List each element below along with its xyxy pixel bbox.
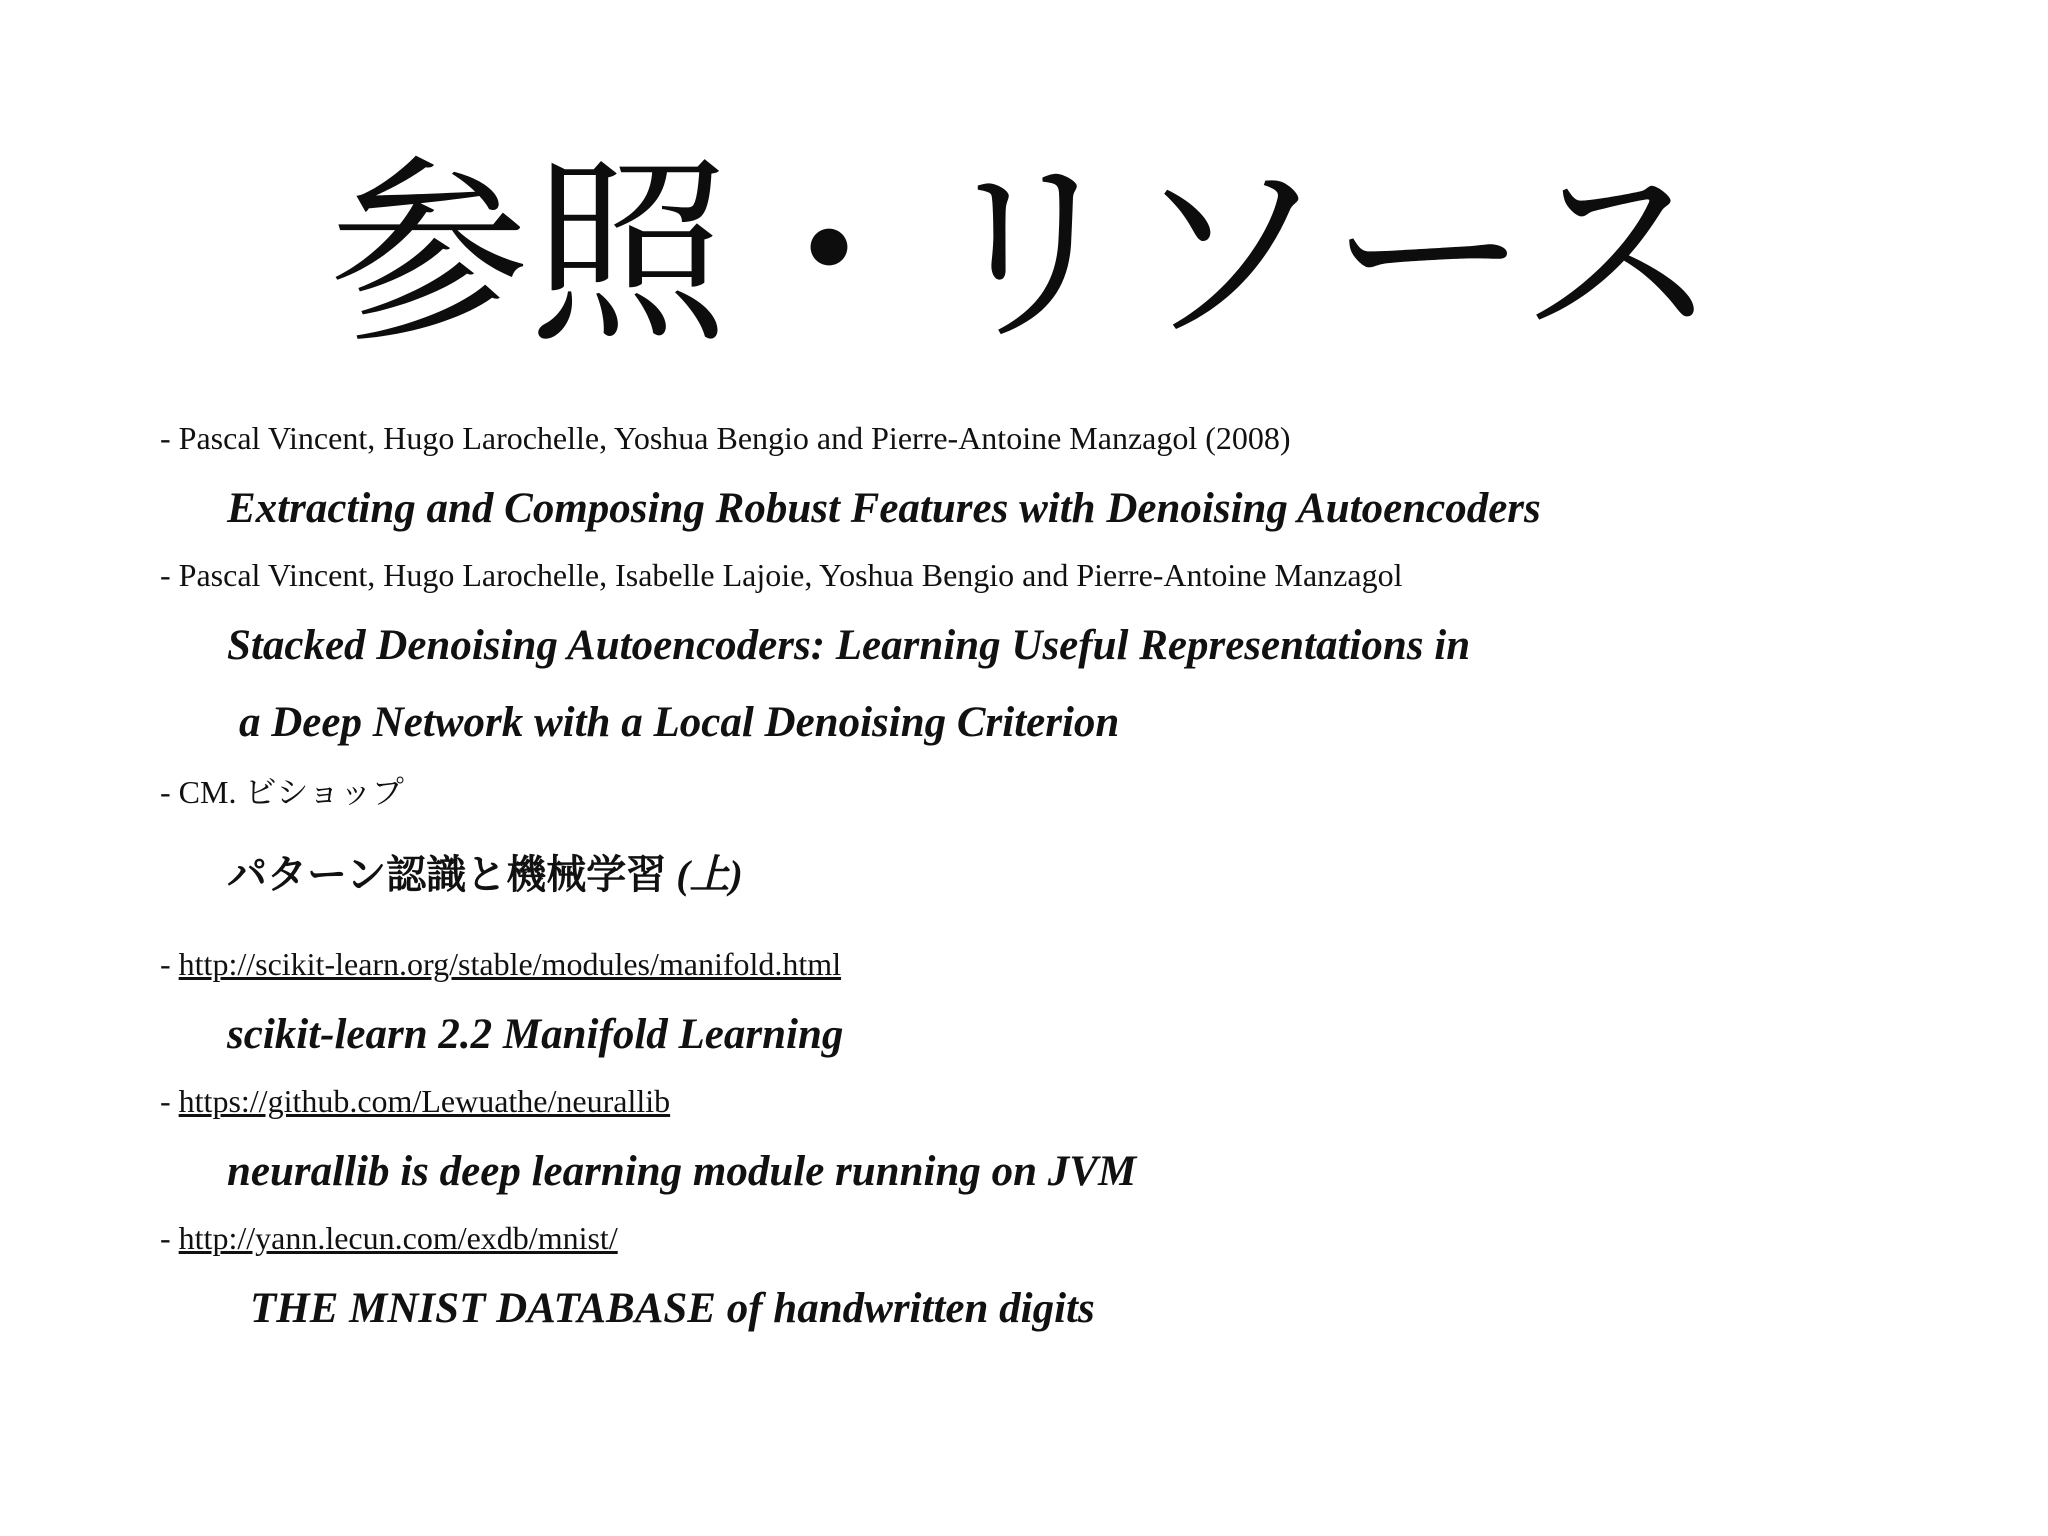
bullet-dash: -: [160, 557, 171, 593]
mnist-link[interactable]: http://yann.lecun.com/exdb/mnist/: [178, 1220, 618, 1256]
bullet-dash: -: [160, 946, 171, 982]
bullet-dash: -: [160, 1083, 171, 1119]
reference-1-author-text: Pascal Vincent, Hugo Larochelle, Yoshua Bengio and Pierre-Antoine Manzagol (2008): [178, 420, 1291, 456]
reference-6-title: THE MNIST DATABASE of handwritten digits: [250, 1285, 1095, 1332]
reference-2-author-text: Pascal Vincent, Hugo Larochelle, Isabelle Lajoie, Yoshua Bengio and Pierre-Antoine Manzagol: [178, 557, 1403, 593]
neurallib-link[interactable]: https://github.com/Lewuathe/neurallib: [178, 1083, 671, 1119]
reference-2-title-line-1: Stacked Denoising Autoencoders: Learning Useful Representations in: [227, 622, 1471, 669]
reference-3-author: [160, 772, 404, 812]
bullet-dash: -: [160, 774, 171, 810]
reference-3-author-text: CM. ビショップ: [178, 774, 404, 810]
reference-4-link-line: [160, 944, 841, 984]
reference-1-author: [160, 418, 1291, 458]
reference-2-author: [160, 555, 1402, 595]
reference-5-link-line: [160, 1081, 670, 1121]
reference-2-title-line-2: a Deep Network with a Local Denoising Criterion: [239, 699, 1120, 746]
slide-title: 参照・リソース: [328, 138, 1719, 371]
reference-5-title: neurallib is deep learning module running on JVM: [227, 1148, 1137, 1195]
bullet-dash: -: [160, 420, 171, 456]
reference-3-title-text: パターン認識と機械学習: [227, 852, 667, 897]
reference-3-title: [227, 848, 743, 902]
reference-3-title-volume: (上): [676, 852, 743, 897]
scikit-learn-link[interactable]: http://scikit-learn.org/stable/modules/manifold.html: [178, 946, 842, 982]
reference-6-link-line: [160, 1218, 618, 1258]
reference-1-title: Extracting and Composing Robust Features with Denoising Autoencoders: [227, 485, 1541, 532]
bullet-dash: -: [160, 1220, 171, 1256]
reference-4-title: scikit-learn 2.2 Manifold Learning: [227, 1011, 844, 1058]
